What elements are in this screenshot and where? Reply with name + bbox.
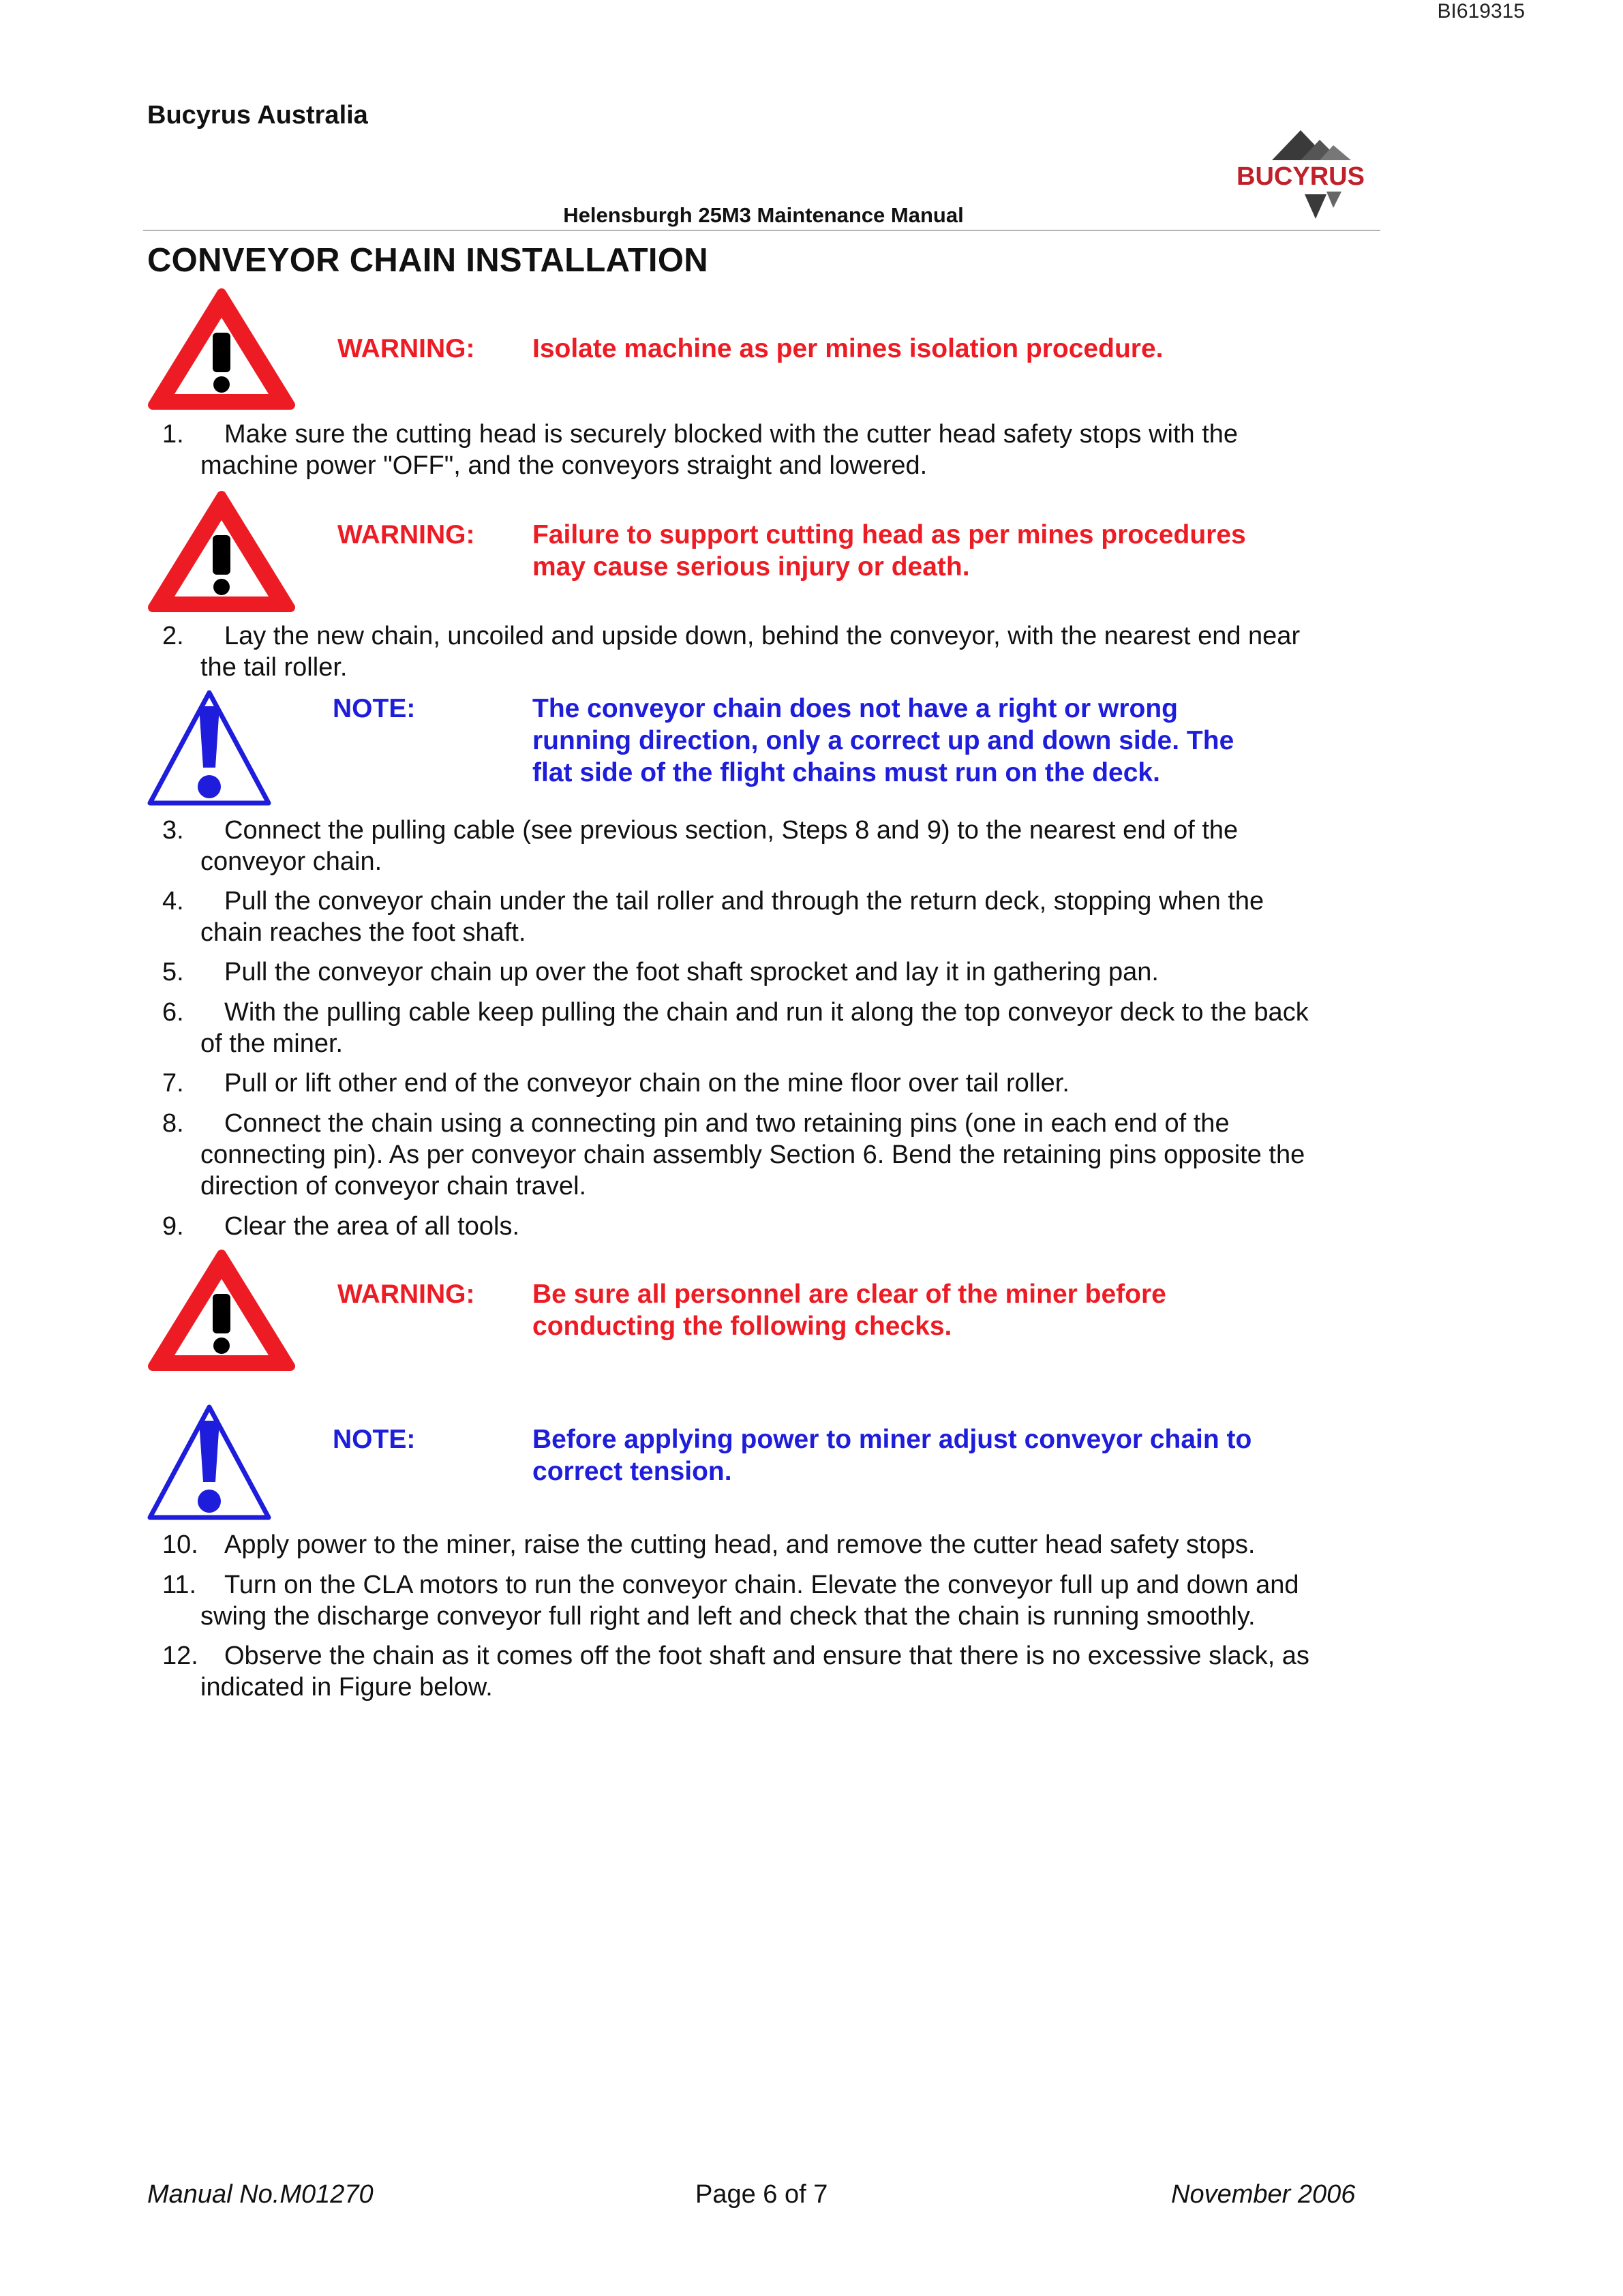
step-text: Observe the chain as it comes off the foot shaft and ensure that there is no excessive slack, as: [224, 1642, 1309, 1670]
step-number: 12.: [162, 1642, 198, 1670]
document-id: BI619315: [1437, 0, 1525, 22]
warning-label: WARNING:: [337, 520, 475, 549]
warning-line: Isolate machine as per mines isolation procedure.: [532, 334, 1164, 363]
step-number: 9.: [162, 1212, 184, 1241]
list-item: [162, 886, 1382, 948]
logo-text: BUCYRUS: [1237, 162, 1365, 191]
warning-message: [532, 519, 1419, 583]
step-text: the tail roller.: [200, 653, 348, 682]
note-message: [532, 1423, 1419, 1487]
company-name: Bucyrus Australia: [147, 101, 368, 130]
step-text: Turn on the CLA motors to run the conveyor chain. Elevate the conveyor full up and down and: [224, 1571, 1299, 1599]
manual-title: Helensburgh 25M3 Maintenance Manual: [563, 203, 964, 227]
step-number: 11.: [162, 1571, 197, 1599]
note-line: flat side of the flight chains must run on the deck.: [532, 758, 1160, 787]
warning-line: Be sure all personnel are clear of the miner before: [532, 1280, 1166, 1309]
step-text: Connect the pulling cable (see previous section, Steps 8 and 9) to the nearest end of the: [224, 816, 1239, 845]
list-item: [162, 419, 1382, 481]
list-item: [162, 620, 1382, 683]
step-number: 1.: [162, 420, 184, 449]
note-message: [532, 693, 1419, 789]
step-text: Apply power to the miner, raise the cutting head, and remove the cutter head safety stops.: [224, 1530, 1256, 1559]
note-label: NOTE:: [333, 1425, 416, 1454]
step-text: chain reaches the foot shaft.: [200, 918, 526, 947]
warning-line: may cause serious injury or death.: [532, 552, 970, 581]
note-triangle-icon: [145, 1400, 274, 1524]
step-text: direction of conveyor chain travel.: [200, 1172, 587, 1200]
warning-triangle-icon: [146, 1248, 297, 1373]
step-number: 4.: [162, 887, 184, 916]
warning-message: [532, 1278, 1419, 1342]
step-number: 8.: [162, 1109, 184, 1138]
section-title: CONVEYOR CHAIN INSTALLATION: [147, 242, 708, 279]
list-item: [162, 1108, 1382, 1202]
list-item: [162, 1640, 1382, 1703]
warning-label: WARNING:: [337, 1280, 475, 1309]
warning-line: conducting the following checks.: [532, 1312, 952, 1341]
note-line: The conveyor chain does not have a right or wrong: [532, 694, 1178, 723]
list-item: [162, 1068, 1382, 1099]
note-triangle-icon: [145, 686, 274, 810]
step-text: Clear the area of all tools.: [224, 1212, 520, 1241]
warning-label: WARNING:: [337, 334, 475, 363]
step-text: Make sure the cutting head is securely blocked with the cutter head safety stops with the: [224, 420, 1239, 449]
list-item: [162, 1569, 1382, 1632]
list-item: [162, 815, 1382, 877]
step-text: With the pulling cable keep pulling the chain and run it along the top conveyor deck to the back: [224, 998, 1309, 1027]
list-item: [162, 956, 1382, 988]
warning-message: [532, 333, 1419, 365]
step-number: 6.: [162, 998, 184, 1027]
footer-manual-number: Manual No.M01270: [147, 2180, 374, 2209]
step-number: 3.: [162, 816, 184, 845]
step-text: machine power "OFF", and the conveyors straight and lowered.: [200, 451, 928, 480]
note-line: running direction, only a correct up and down side. The: [532, 726, 1234, 755]
step-text: Lay the new chain, uncoiled and upside down, behind the conveyor, with the nearest end near: [224, 622, 1301, 650]
bucyrus-logo: [1224, 126, 1377, 223]
step-text: connecting pin). As per conveyor chain assembly Section 6. Bend the retaining pins opposite the: [200, 1141, 1305, 1169]
step-number: 5.: [162, 958, 184, 986]
header-rule: [143, 230, 1380, 231]
step-text: Pull the conveyor chain up over the foot shaft sprocket and lay it in gathering pan.: [224, 958, 1159, 986]
footer-date: November 2006: [1171, 2180, 1356, 2209]
warning-triangle-icon: [146, 286, 297, 412]
step-text: Pull or lift other end of the conveyor chain on the mine floor over tail roller.: [224, 1069, 1070, 1098]
list-item: [162, 997, 1382, 1059]
step-number: 10.: [162, 1530, 198, 1559]
step-text: Pull the conveyor chain under the tail roller and through the return deck, stopping when the: [224, 887, 1264, 916]
list-item: [162, 1529, 1382, 1560]
step-number: 2.: [162, 622, 184, 650]
note-line: Before applying power to miner adjust conveyor chain to: [532, 1425, 1252, 1454]
warning-triangle-icon: [146, 489, 297, 614]
list-item: [162, 1211, 1382, 1242]
step-number: 7.: [162, 1069, 184, 1098]
footer-page-number: Page 6 of 7: [695, 2180, 828, 2209]
step-text: indicated in Figure below.: [200, 1673, 493, 1702]
step-text: swing the discharge conveyor full right and left and check that the chain is running smoothly.: [200, 1602, 1256, 1631]
step-text: conveyor chain.: [200, 847, 382, 876]
note-label: NOTE:: [333, 694, 416, 723]
warning-line: Failure to support cutting head as per mines procedures: [532, 520, 1246, 549]
step-text: Connect the chain using a connecting pin and two retaining pins (one in each end of the: [224, 1109, 1230, 1138]
step-text: of the miner.: [200, 1029, 344, 1058]
note-line: correct tension.: [532, 1457, 732, 1486]
